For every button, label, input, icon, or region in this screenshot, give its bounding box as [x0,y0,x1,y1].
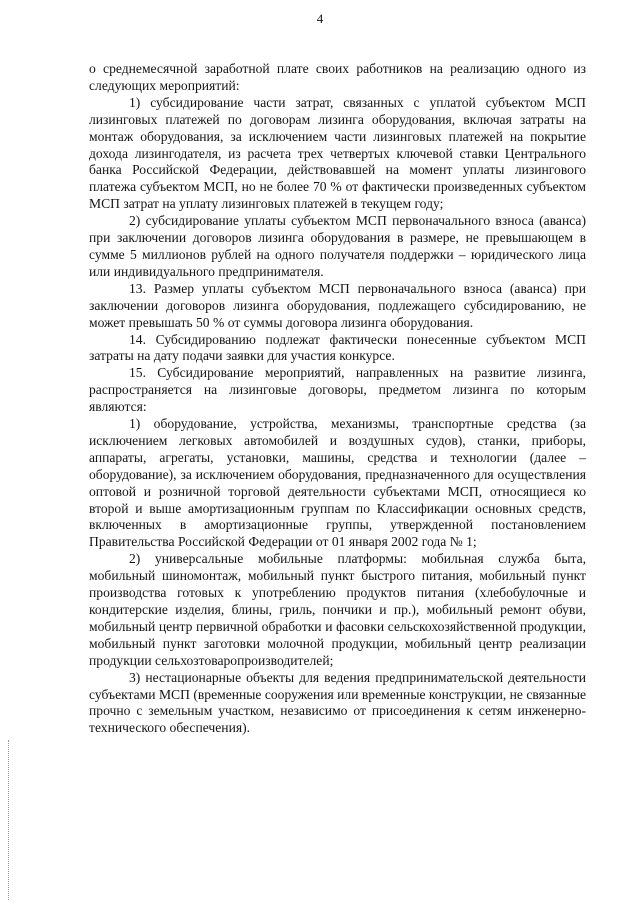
paragraph-intro-continuation: о среднемесячной заработной плате своих работников на реализацию одного из следующих мероприятий: [89,61,586,93]
paragraph-15: 15. Субсидирование мероприятий, направленных на развитие лизинга, распространяется на лизинговые договоры, предметом лизинга по которым являются: [89,365,586,415]
paragraph-15-item-1-equipment: 1) оборудование, устройства, механизмы, транспортные средства (за исключением легковых автомобилей и воздушных судов), станки, приборы, аппараты, агрегаты, установки, машины, средства и технологии (далее – оборудование), за исключением оборудования, предназначенного для осуществления оптовой и розничной торговой деятельности субъектами МСП, относящиеся ко второй и выше амортизационным группам по Классификации основных средств, включенных в амортизационные группы, утвержденной постановлением Правительства Российской Федерации от 01 января 2002 года № 1; [89,416,586,550]
paragraph-item-2-first-payment: 2) субсидирование уплаты субъектом МСП первоначального взноса (аванса) при заключении договоров лизинга оборудования в размере, не превышающем в сумме 5 миллионов рублей на одного получателя поддержки – юридического лица или индивидуального предпринимателя. [89,213,586,279]
paragraph-14: 14. Субсидированию подлежат фактически понесенные субъектом МСП затраты на дату подачи заявки для участия конкурсе. [89,331,586,364]
page-number: 4 [316,11,324,26]
paragraph-15-item-3-non-stationary-objects: 3) нестационарные объекты для ведения предпринимательской деятельности субъектами МСП (временные сооружения или временные конструкции, не связанные прочно с земельным участком, независимо от присоединения к сетям инженерно-технического обеспечения). [89,669,587,736]
document-body [89,61,586,737]
paragraph-13: 13. Размер уплаты субъектом МСП первоначального взноса (аванса) при заключении договоров лизинга оборудования, подлежащего субсидированию, не может превышать 50 % от суммы договора лизинга оборудования. [89,280,586,330]
paragraph-15-item-2-mobile-platforms: 2) универсальные мобильные платформы: мобильная служба быта, мобильный шиномонтаж, мобильный пункт быстрого питания, мобильный пункт производства готовых к употреблению продуктов питания (хлебобулочные и кондитерские изделия, блины, гриль, пончики и пр.), мобильный ремонт обуви, мобильный центр первичной обработки и фасовки сельскохозяйственной продукции, мобильный пункт заготовки молочной продукции, мобильный центр реализации продукции сельхозтоваропроизводителей; [89,551,586,668]
scan-binding-marks [8,740,10,900]
paragraph-item-1-leasing-payments: 1) субсидирование части затрат, связанных с уплатой субъектом МСП лизинговых платежей по договорам лизинга оборудования, включая затраты на монтаж оборудования, за исключением части лизинговых платежей на покрытие дохода лизингодателя, из расчета трех четвертых ключевой ставки Центрального банка Российской Федерации, действовавшей на момент уплаты лизингового платежа субъектом МСП, но не более 70 % от фактически произведенных субъектом МСП затрат на уплату лизинговых платежей в текущем году; [89,94,586,212]
